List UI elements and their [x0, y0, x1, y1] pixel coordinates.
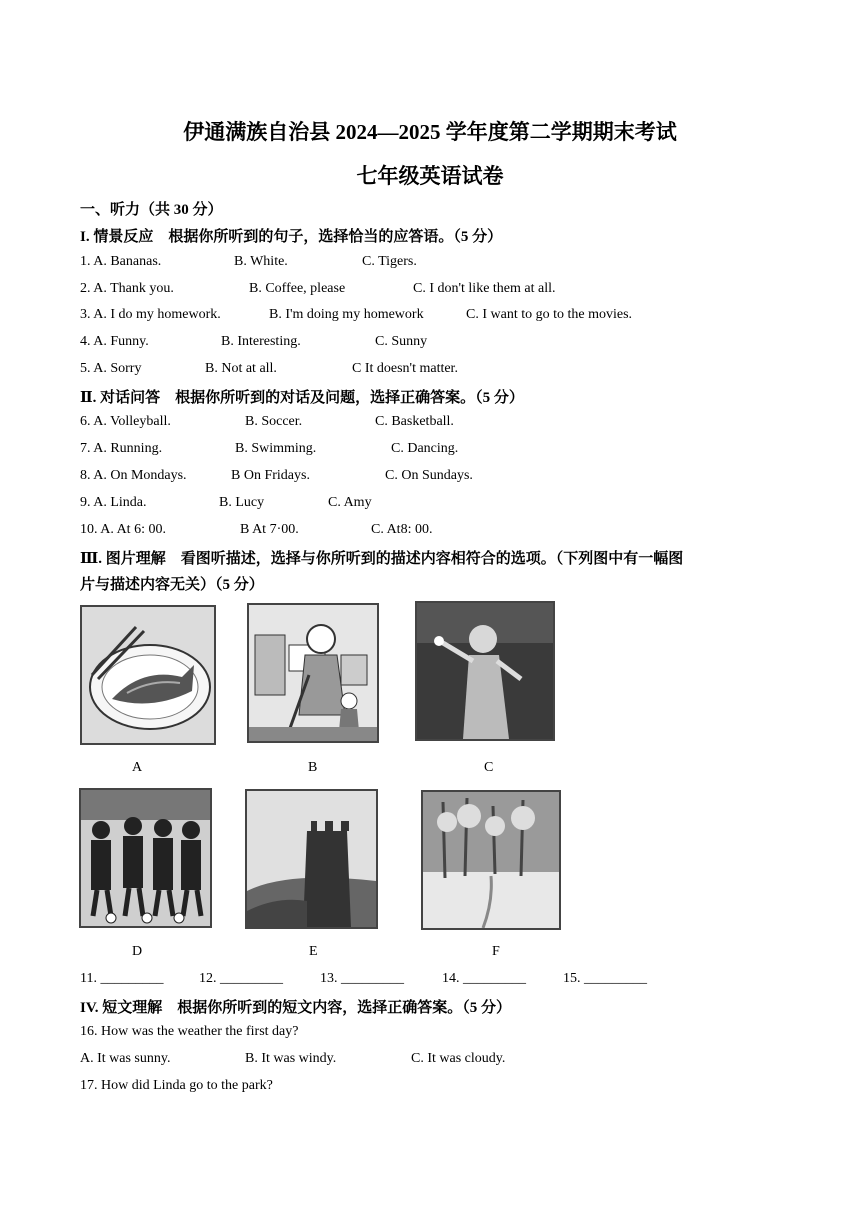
q7-option-b: B. Swimming. — [235, 441, 317, 456]
q2-option-a: 2. A. Thank you. — [80, 281, 174, 296]
q16-option-a: A. It was sunny. — [80, 1051, 171, 1066]
q3-option-b: B. I'm doing my homework — [269, 307, 424, 322]
q4-option-a: 4. A. Funny. — [80, 334, 149, 349]
q6-option-a: 6. A. Volleyball. — [80, 414, 171, 429]
exam-subtitle: 七年级英语试卷 — [356, 164, 504, 188]
q6-option-c: C. Basketball. — [375, 414, 454, 429]
section-1-heading: I. 情景反应 根据你所听到的句子，选择恰当的应答语。（5 分） — [80, 229, 503, 245]
picture-caption-f: F — [492, 944, 500, 959]
q8-option-a: 8. A. On Mondays. — [80, 468, 187, 483]
section-3-heading-cont: 片与描述内容无关）（5 分） — [80, 577, 264, 593]
question-16: 16. How was the weather the first day? — [80, 1024, 299, 1039]
q7-option-c: C. Dancing. — [391, 441, 459, 456]
q3-option-a: 3. A. I do my homework. — [80, 307, 221, 322]
q4-option-c: C. Sunny — [375, 334, 428, 349]
q9-option-c: C. Amy — [328, 495, 372, 510]
q5-option-c: C It doesn't matter. — [352, 361, 458, 376]
q9-option-a: 9. A. Linda. — [80, 495, 147, 510]
q3-option-c: C. I want to go to the movies. — [466, 307, 633, 322]
question-17: 17. How did Linda go to the park? — [80, 1078, 273, 1093]
picture-c-girl-dancing — [415, 601, 555, 741]
section-3-heading: Ⅲ. 图片理解 看图听描述，选择与你所听到的描述内容相符合的选项。（下列图中有一幅图 — [80, 551, 684, 567]
q7-option-a: 7. A. Running. — [80, 441, 163, 456]
picture-caption-d: D — [132, 944, 143, 959]
q10-option-b: B At 7·00. — [240, 522, 299, 537]
q1-option-a: 1. A. Bananas. — [80, 254, 162, 269]
picture-caption-c: C — [484, 760, 494, 775]
q8-option-b: B On Fridays. — [231, 468, 310, 483]
answer-blank-14[interactable]: 14. _________ — [442, 971, 526, 986]
picture-e-great-wall — [245, 789, 378, 929]
q4-option-b: B. Interesting. — [221, 334, 301, 349]
q16-option-c: C. It was cloudy. — [411, 1051, 506, 1066]
q10-option-a: 10. A. At 6: 00. — [80, 522, 166, 537]
q2-option-c: C. I don't like them at all. — [413, 281, 556, 296]
picture-b-cleaning-room — [247, 603, 379, 743]
q1-option-b: B. White. — [234, 254, 288, 269]
q9-option-b: B. Lucy — [219, 495, 265, 510]
answer-blank-12[interactable]: 12. _________ — [199, 971, 283, 986]
answer-blank-15[interactable]: 15. _________ — [563, 971, 647, 986]
picture-d-soccer-players — [79, 788, 212, 928]
section-4-heading: IV. 短文理解 根据你所听到的短文内容，选择正确答案。（5 分） — [80, 1000, 511, 1016]
picture-f-snowy-scene — [421, 790, 561, 930]
q8-option-c: C. On Sundays. — [385, 468, 473, 483]
exam-title: 伊通满族自治县 2024—2025 学年度第二学期期末考试 — [183, 120, 677, 144]
q10-option-c: C. At8: 00. — [371, 522, 433, 537]
section-2-heading: Ⅱ. 对话问答 根据你所听到的对话及问题，选择正确答案。（5 分） — [80, 390, 524, 406]
picture-caption-e: E — [309, 944, 318, 959]
q2-option-b: B. Coffee, please — [249, 281, 346, 296]
q1-option-c: C. Tigers. — [362, 254, 417, 269]
picture-a-fish-dish — [80, 605, 216, 745]
q5-option-b: B. Not at all. — [205, 361, 277, 376]
part-heading-listening: 一、听力（共 30 分） — [80, 202, 223, 218]
q5-option-a: 5. A. Sorry — [80, 361, 142, 376]
answer-blank-11[interactable]: 11. _________ — [80, 971, 164, 986]
picture-caption-a: A — [132, 760, 143, 775]
q16-option-b: B. It was windy. — [245, 1051, 337, 1066]
answer-blank-13[interactable]: 13. _________ — [320, 971, 404, 986]
picture-caption-b: B — [308, 760, 318, 775]
q6-option-b: B. Soccer. — [245, 414, 303, 429]
